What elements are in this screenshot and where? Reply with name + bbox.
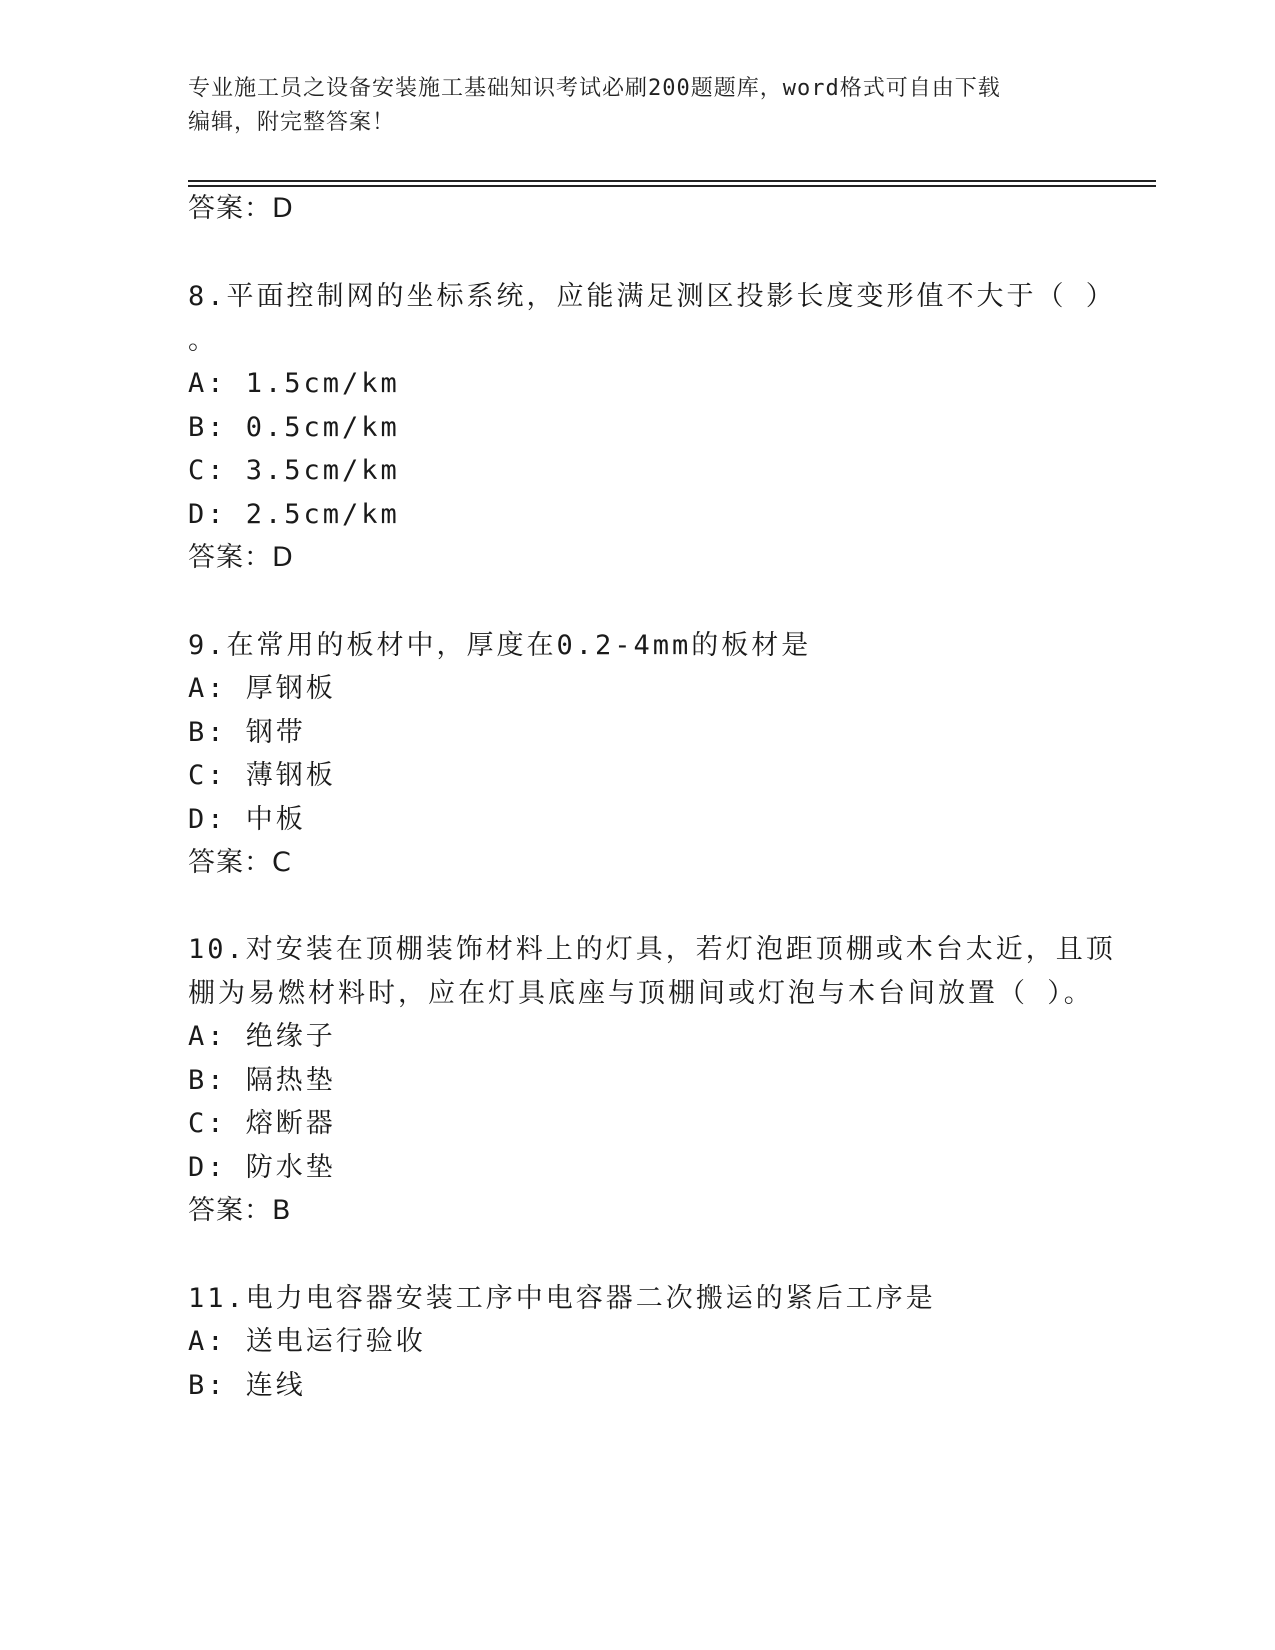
question-8-option-b: B: 0.5cm/km [188, 412, 400, 443]
header-divider-bottom [188, 185, 1156, 187]
header-line-2: 编辑，附完整答案！ [188, 110, 396, 135]
question-10-answer: 答案：B [188, 1195, 292, 1226]
question-10-stem-line-2: 棚为易燃材料时，应在灯具底座与顶棚间或灯泡与木台间放置（ ）。 [188, 978, 1094, 1009]
question-8-option-a: A: 1.5cm/km [188, 368, 400, 399]
question-11-stem: 11.电力电容器安装工序中电容器二次搬运的紧后工序是 [188, 1283, 936, 1314]
question-9-option-a: A: 厚钢板 [188, 673, 336, 704]
question-9-option-d: D: 中板 [188, 804, 306, 835]
question-10-stem-line-1: 10.对安装在顶棚装饰材料上的灯具，若灯泡距顶棚或木台太近，且顶 [188, 934, 1116, 965]
question-10-option-d: D: 防水垫 [188, 1152, 336, 1183]
question-11-option-b: B: 连线 [188, 1370, 306, 1401]
question-11-option-a: A: 送电运行验收 [188, 1326, 426, 1357]
previous-answer: 答案：D [188, 193, 294, 224]
question-9-answer: 答案：C [188, 847, 292, 878]
question-8-stem-line-1: 8.平面控制网的坐标系统，应能满足测区投影长度变形值不大于（ ） [188, 281, 1116, 312]
question-8-option-d: D: 2.5cm/km [188, 499, 400, 530]
question-8-stem-line-2: 。 [188, 325, 218, 356]
question-9-stem: 9.在常用的板材中，厚度在0.2-4mm的板材是 [188, 630, 812, 661]
document-header [188, 72, 1088, 140]
header-line-1: 专业施工员之设备安装施工基础知识考试必刷200题题库，word格式可自由下载 [188, 76, 1001, 101]
question-9-option-b: B: 钢带 [188, 717, 306, 748]
question-9-option-c: C: 薄钢板 [188, 760, 336, 791]
question-10-option-a: A: 绝缘子 [188, 1021, 336, 1052]
header-divider-top [188, 180, 1156, 182]
question-8-answer: 答案：D [188, 542, 294, 573]
question-8-option-c: C: 3.5cm/km [188, 455, 400, 486]
question-10-option-b: B: 隔热垫 [188, 1065, 336, 1096]
question-10-option-c: C: 熔断器 [188, 1108, 336, 1139]
